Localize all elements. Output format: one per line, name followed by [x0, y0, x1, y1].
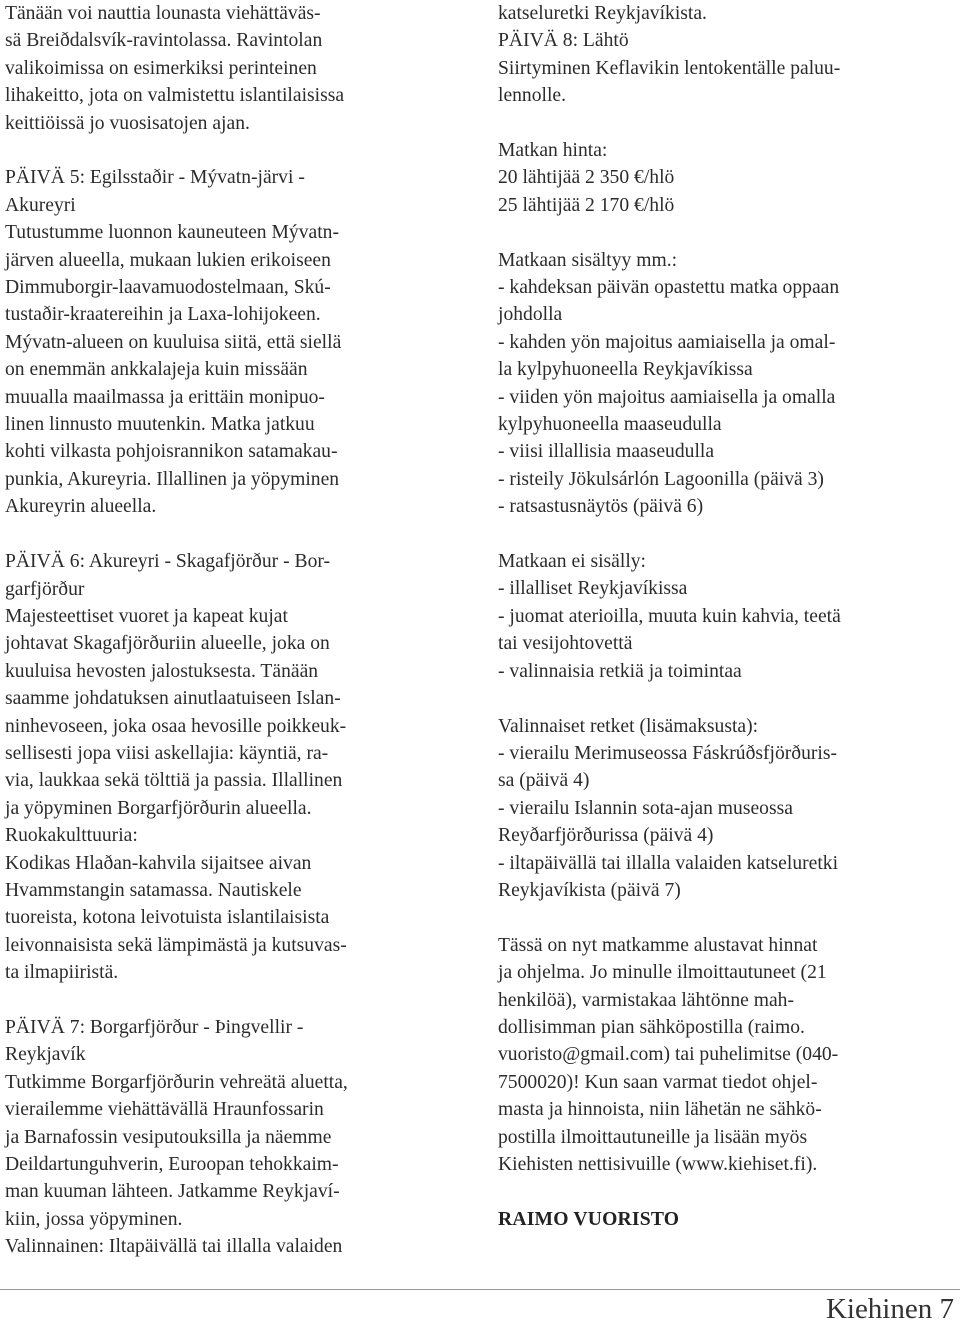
- section-day-6: [5, 548, 475, 987]
- text-line: 25 lähtijää 2 170 €/hlö: [498, 194, 675, 216]
- text-line: katseluretki Reykjavíkista.: [498, 3, 707, 24]
- text-line: kylpyhuoneella maaseudulla: [498, 414, 722, 436]
- text-line: linen linnusto muutenkin. Matka jatkuu: [5, 414, 315, 436]
- section-price: [498, 137, 960, 219]
- text-line: 7500020)! Kun saan varmat tiedot ohjel-: [498, 1071, 818, 1093]
- text-line: Ruokakulttuuria:: [5, 825, 138, 847]
- text-line: tustaðir-kraatereihin ja Laxa-lohijokeen.: [5, 304, 321, 326]
- text-line: Siirtyminen Keflavikin lentokentälle paluu-: [498, 57, 841, 79]
- text-line: ja Barnafossin vesiputouksilla ja näemme: [5, 1126, 332, 1148]
- text-line: PÄIVÄ 7: Borgarfjörður - Þingvellir -: [5, 1016, 304, 1038]
- text-line: garfjörður: [5, 578, 85, 600]
- section-day-8: [498, 27, 960, 109]
- text-line: 20 lähtijää 2 350 €/hlö: [498, 167, 675, 189]
- text-line: on enemmän ankkalajeja kuin missään: [5, 359, 308, 381]
- text-line: Majesteettiset vuoret ja kapeat kujat: [5, 605, 288, 627]
- text-line: PÄIVÄ 8: Lähtö: [498, 30, 629, 52]
- section-closing: [498, 932, 960, 1179]
- text-line: ja ohjelma. Jo minulle ilmoittautuneet (21: [498, 962, 827, 984]
- text-line: sa (päivä 4): [498, 770, 590, 792]
- text-line: - viiden yön majoitus aamiaisella ja omalla: [498, 386, 836, 408]
- day-7-continued: [498, 0, 960, 27]
- text-line: lihakeitto, jota on valmistettu islantilaisissa: [5, 85, 345, 107]
- text-line: - risteily Jökulsárlón Lagoonilla (päivä 3): [498, 468, 824, 490]
- text-line: vuoristo@gmail.com) tai puhelimitse (040-: [498, 1044, 839, 1066]
- paragraph-lunch: [5, 0, 475, 137]
- text-line: Reykjavík: [5, 1044, 86, 1066]
- text-line: tai vesijohtovettä: [498, 633, 633, 655]
- section-not-included: [498, 548, 960, 685]
- text-line: Hvammstangin satamassa. Nautiskele: [5, 879, 302, 901]
- text-line: Kodikas Hlaðan-kahvila sijaitsee aivan: [5, 852, 312, 874]
- text-line: Tutustumme luonnon kauneuteen Mývatn-: [5, 222, 339, 244]
- left-column: [5, 0, 475, 1261]
- text-line: PÄIVÄ 6: Akureyri - Skagafjörður - Bor-: [5, 551, 331, 573]
- text-line: - kahdeksan päivän opastettu matka oppaan: [498, 277, 840, 299]
- text-line: ninhevoseen, joka osaa hevosille poikkeuk-: [5, 715, 347, 737]
- text-line: dollisimman pian sähköpostilla (raimo.: [498, 1016, 805, 1038]
- text-line: Tutkimme Borgarfjörðurin vehreätä aluetta,: [5, 1071, 348, 1093]
- text-line: johtavat Skagafjörðuriin alueelle, joka on: [5, 633, 330, 655]
- text-line: - juomat aterioilla, muuta kuin kahvia, teetä: [498, 605, 841, 627]
- text-line: la kylpyhuoneella Reykjavíkissa: [498, 359, 753, 381]
- author-signature: RAIMO VUORISTO: [498, 1208, 680, 1230]
- text-line: Mývatn-alueen on kuuluisa siitä, että siellä: [5, 331, 342, 353]
- text-line: sellisesti jopa viisi askellajia: käyntiä, ra-: [5, 742, 329, 764]
- text-line: ja yöpyminen Borgarfjörðurin alueella.: [5, 797, 312, 819]
- text-line: valikoimissa on esimerkiksi perinteinen: [5, 57, 317, 79]
- text-line: Dimmuborgir-laavamuodostelmaan, Skú-: [5, 277, 331, 299]
- text-line: - kahden yön majoitus aamiaisella ja omal-: [498, 331, 836, 353]
- right-column: [498, 0, 960, 1261]
- text-line: Reykjavíkista (päivä 7): [498, 879, 681, 901]
- text-line: järven alueella, mukaan lukien erikoiseen: [5, 249, 331, 271]
- text-line: muualla maailmassa ja erittäin monipuo-: [5, 386, 325, 408]
- text-line: punkia, Akureyria. Illallinen ja yöpyminen: [5, 468, 340, 490]
- text-line: - vierailu Islannin sota-ajan museossa: [498, 797, 793, 819]
- text-line: Deildartunguhverin, Euroopan tehokkaim-: [5, 1154, 339, 1176]
- page-footer: Kiehinen 7: [825, 1293, 954, 1325]
- text-line: Reyðarfjörðurissa (päivä 4): [498, 825, 714, 847]
- text-line: tuoreista, kotona leivotuista islantilaisista: [5, 907, 330, 929]
- text-line: - illalliset Reykjavíkissa: [498, 578, 688, 600]
- text-line: johdolla: [498, 304, 563, 326]
- text-line: Tänään voi nauttia lounasta viehättäväs-: [5, 3, 321, 24]
- text-line: keittiöissä jo vuosisatojen ajan.: [5, 112, 250, 134]
- text-line: Valinnaiset retket (lisämaksusta):: [498, 715, 759, 737]
- text-line: - iltapäivällä tai illalla valaiden katseluretki: [498, 852, 839, 874]
- text-line: - viisi illallisia maaseudulla: [498, 441, 715, 463]
- section-day-7: [5, 1014, 475, 1261]
- text-line: ta ilmapiiristä.: [5, 962, 119, 984]
- text-line: Matkaan ei sisälly:: [498, 551, 647, 573]
- footer-divider: [0, 1289, 960, 1290]
- text-line: saamme johdatuksen ainutlaatuiseen Islan-: [5, 688, 341, 710]
- text-line: kohti vilkasta pohjoisrannikon satamakau-: [5, 441, 338, 463]
- text-line: PÄIVÄ 5: Egilsstaðir - Mývatn-järvi -: [5, 167, 305, 189]
- text-line: Valinnainen: Iltapäivällä tai illalla valaiden: [5, 1236, 343, 1258]
- text-line: Akureyrin alueella.: [5, 496, 157, 518]
- text-line: - vierailu Merimuseossa Fáskrúðsfjörðuris-: [498, 742, 838, 764]
- text-line: postilla ilmoittautuneille ja lisään myös: [498, 1126, 808, 1148]
- text-line: kiin, jossa yöpyminen.: [5, 1208, 183, 1230]
- text-line: man kuuman lähteen. Jatkamme Reykjaví-: [5, 1181, 340, 1203]
- text-line: masta ja hinnoista, niin lähetän ne sähkö-: [498, 1099, 822, 1121]
- text-line: leivonnaisista sekä lämpimästä ja kutsuvas-: [5, 934, 347, 956]
- text-line: Matkan hinta:: [498, 140, 608, 162]
- text-line: - ratsastusnäytös (päivä 6): [498, 496, 704, 518]
- text-line: Kiehisten nettisivuille (www.kiehiset.fi).: [498, 1153, 818, 1175]
- text-line: - valinnaisia retkiä ja toimintaa: [498, 660, 742, 682]
- text-line: sä Breiðdalsvík-ravintolassa. Ravintolan: [5, 30, 323, 52]
- text-line: Tässä on nyt matkamme alustavat hinnat: [498, 934, 818, 956]
- text-line: Akureyri: [5, 194, 76, 216]
- text-line: vierailemme viehättävällä Hraunfossarin: [5, 1099, 324, 1121]
- text-line: via, laukkaa sekä tölttiä ja passia. Illallinen: [5, 770, 343, 792]
- text-line: henkilöä), varmistakaa lähtönne mah-: [498, 989, 794, 1011]
- section-day-5: [5, 164, 475, 520]
- section-optional-excursions: [498, 713, 960, 905]
- section-included: [498, 247, 960, 521]
- text-line: kuuluisa hevosten jalostuksesta. Tänään: [5, 660, 319, 682]
- text-line: Matkaan sisältyy mm.:: [498, 249, 678, 271]
- text-line: lennolle.: [498, 85, 567, 107]
